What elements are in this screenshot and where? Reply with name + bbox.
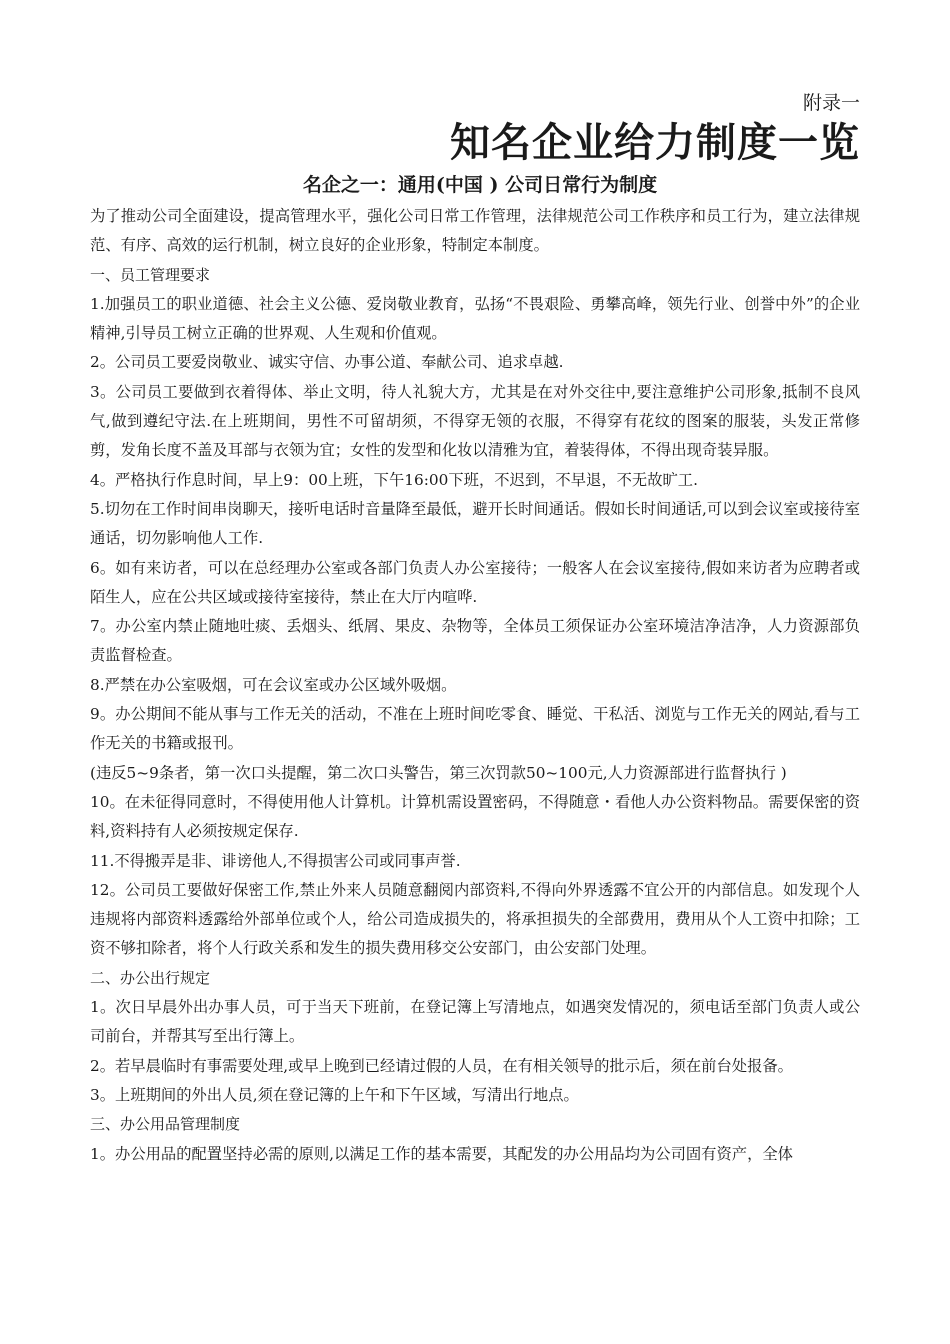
list-item: 4。严格执行作息时间，早上9：00上班，下午16:00下班，不迟到，不早退，不无故旷工. — [90, 470, 698, 489]
list-item: 12。公司员工要做好保密工作,禁止外来人员随意翻阅内部资料,不得向外界透露不宜公开的内部信息。如发现个人违规将内部资料透露给外部单位或个人，给公司造成损失的，将承担损失的全部费用，费用从个人工资中扣除；工资不够扣除者，将个人行政关系和发生的损失费用移交公安部门，由公安部门处理。 — [90, 880, 860, 958]
intro-paragraph: 为了推动公司全面建设，提高管理水平，强化公司日常工作管理，法律规范公司工作秩序和员工行为，建立法律规范、有序、高效的运行机制，树立良好的企业形象，特制定本制度。 — [90, 207, 860, 255]
list-item: 2。若早晨临时有事需要处理,或早上晚到已经请过假的人员，在有相关领导的批示后，须在前台处报备。 — [90, 1056, 793, 1075]
list-item: 3。公司员工要做到衣着得体、举止文明，待人礼貌大方，尤其是在对外交往中,要注意维护公司形象,抵制不良风气,做到遵纪守法.在上班期间，男性不可留胡须，不得穿无领的衣服，不得穿有花纹的图案的服装，头发正常修剪，发角长度不盖及耳部与衣领为宜；女性的发型和化妆以清雅为宜，着装得体，不得出现奇装异服。 — [90, 382, 860, 460]
section-heading-3: 三、办公用品管理制度 — [90, 1115, 241, 1134]
list-item: 11.不得搬弄是非、诽谤他人,不得损害公司或同事声誉. — [90, 851, 461, 870]
list-item: 8.严禁在办公室吸烟，可在会议室或办公区域外吸烟。 — [90, 675, 457, 694]
list-item: 7。办公室内禁止随地吐痰、丢烟头、纸屑、果皮、杂物等，全体员工须保证办公室环境洁净洁净，人力资源部负责监督检查。 — [90, 617, 860, 665]
page-title: 知名企业给力制度一览 — [450, 120, 860, 166]
list-item: 1。办公用品的配置坚持必需的原则,以满足工作的基本需要，其配发的办公用品均为公司固有资产，全体 — [90, 1144, 793, 1163]
list-item: 3。上班期间的外出人员,须在登记簿的上午和下午区域，写清出行地点。 — [90, 1085, 579, 1104]
list-item: 2。公司员工要爱岗敬业、诚实守信、办事公道、奉献公司、追求卓越. — [90, 353, 564, 372]
list-item: 1。次日早晨外出办事人员，可于当天下班前，在登记簿上写清地点，如遇突发情况的，须电话至部门负责人或公司前台，并帮其写至出行簿上。 — [90, 998, 860, 1046]
list-item: 10。在未征得同意时，不得使用他人计算机。计算机需设置密码，不得随意・看他人办公资料物品。需要保密的资料,资料持有人必须按规定保存. — [90, 792, 860, 841]
page-subtitle: 名企之一：通用(中国 ) 公司日常行为制度 — [302, 174, 658, 196]
section-heading-2: 二、办公出行规定 — [90, 968, 211, 987]
section-heading-1: 一、员工管理要求 — [90, 265, 211, 284]
list-item: 9。办公期间不能从事与工作无关的活动，不准在上班时间吃零食、睡觉、干私活、浏览与工作无关的网站,看与工作无关的书籍或报刊。 — [90, 705, 860, 753]
list-item: 5.切勿在工作时间串岗聊天，接听电话时音量降至最低，避开长时间通话。假如长时间通话,可以到会议室或接待室通话，切勿影响他人工作. — [90, 499, 860, 548]
appendix-label: 附录一 — [802, 92, 860, 114]
document-page — [90, 88, 860, 1169]
list-item: 6。如有来访者，可以在总经理办公室或各部门负责人办公室接待；一般客人在会议室接待,假如来访者为应聘者或陌生人，应在公共区域或接待室接待，禁止在大厅内喧哗. — [90, 558, 860, 606]
penalty-note: (违反5~9条者，第一次口头提醒，第二次口头警告，第三次罚款50~100元,人力资源部进行监督执行 ) — [90, 763, 787, 782]
list-item: 1.加强员工的职业道德、社会主义公德、爱岗敬业教育，弘扬“不畏艰险、勇攀高峰，领先行业、创誉中外”的企业精神,引导员工树立正确的世界观、人生观和价值观。 — [90, 294, 860, 343]
